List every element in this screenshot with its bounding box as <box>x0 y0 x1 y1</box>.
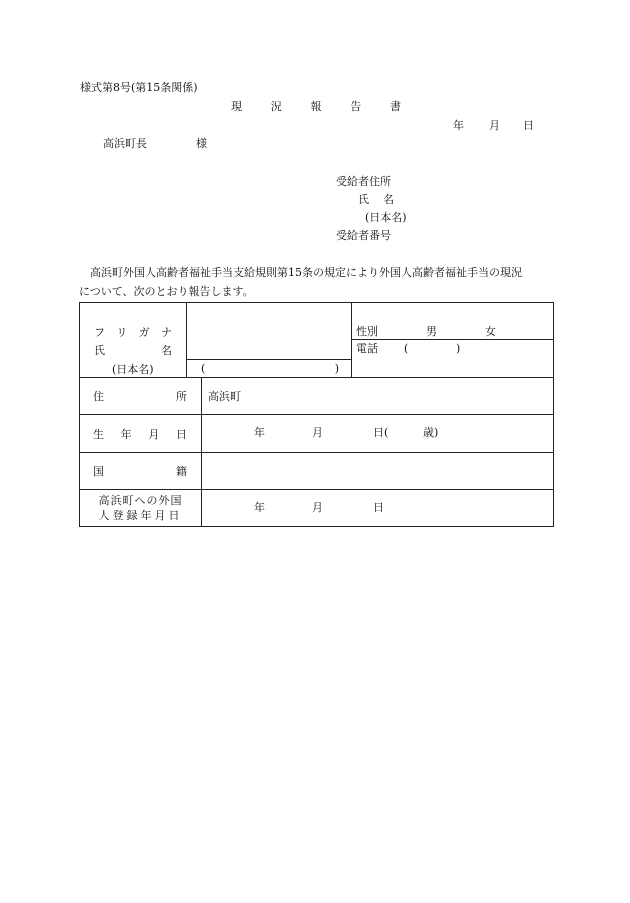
registration-label-cell <box>80 489 202 526</box>
birth-year-label: 年 <box>254 426 265 440</box>
japanese-name-input-cell[interactable] <box>187 360 352 378</box>
phone-row[interactable] <box>352 340 553 376</box>
furigana-char: フ <box>94 325 105 339</box>
name-char: 氏 <box>94 343 105 357</box>
registration-year-label: 年 <box>254 500 265 514</box>
birth-month-label: 月 <box>312 426 323 440</box>
furigana-label <box>80 324 186 340</box>
title-char: 告 <box>350 100 362 113</box>
addressee: 高浜町長 <box>103 137 147 150</box>
address-char: 所 <box>176 390 187 404</box>
registration-month-label: 月 <box>312 500 323 514</box>
date-year-label: 年 <box>453 119 464 132</box>
name-label <box>80 340 186 358</box>
phone-paren-open: ( <box>404 342 409 355</box>
document-title <box>231 100 401 114</box>
address-input-cell[interactable] <box>202 378 554 415</box>
age-label: 歳) <box>423 426 439 440</box>
japanese-name-label-cell <box>80 360 187 378</box>
recipient-name-label-1: 氏 <box>358 193 369 206</box>
body-line-2: について、次のとおり報告します。 <box>79 285 254 298</box>
name-char: 名 <box>161 343 172 357</box>
address-value: 高浜町 <box>208 390 241 404</box>
birth-input-cell[interactable] <box>202 415 554 452</box>
name-input-cell[interactable] <box>187 303 352 360</box>
birth-char: 生 <box>93 427 104 441</box>
furigana-char: リ <box>116 325 128 339</box>
recipient-japanese-name-label: (日本名) <box>365 211 407 224</box>
date-day-label: 日 <box>523 119 534 132</box>
nationality-label-cell <box>80 452 202 489</box>
address-label-cell <box>80 378 202 415</box>
gender-male-option[interactable]: 男 <box>426 325 437 338</box>
recipient-name-label-2: 名 <box>383 193 394 206</box>
title-char: 報 <box>310 100 322 113</box>
furigana-char: ガ <box>138 325 150 339</box>
japanese-name-label: (日本名) <box>112 362 154 376</box>
body-line-1: 高浜町外国人高齢者福祉手当支給規則第15条の規定により外国人高齢者福祉手当の現況 <box>90 266 522 279</box>
japanese-name-paren-open: ( <box>201 362 206 376</box>
gender-row[interactable] <box>352 303 553 340</box>
phone-paren-close: ) <box>456 342 461 355</box>
japanese-name-paren-close: ) <box>334 362 339 376</box>
report-table <box>79 302 554 527</box>
birth-label-cell <box>80 415 202 452</box>
registration-label-line-2: 人登録年月日 <box>98 508 183 522</box>
title-char: 況 <box>270 100 282 113</box>
recipient-address-label: 受給者住所 <box>336 175 391 188</box>
nationality-input-cell[interactable] <box>202 452 554 489</box>
address-char: 住 <box>93 390 104 404</box>
date-month-label: 月 <box>489 119 500 132</box>
birth-char: 月 <box>148 427 160 441</box>
registration-day-label: 日 <box>373 500 384 514</box>
name-label-cell <box>80 303 187 360</box>
title-char: 現 <box>231 100 242 113</box>
birth-char: 日 <box>175 427 187 441</box>
birth-day-label: 日( <box>373 426 389 440</box>
birth-char: 年 <box>120 427 132 441</box>
gender-phone-cell <box>352 303 554 378</box>
recipient-number-label: 受給者番号 <box>336 229 391 242</box>
gender-label: 性別 <box>356 325 378 338</box>
registration-input-cell[interactable] <box>202 489 554 526</box>
nationality-char: 国 <box>93 464 104 478</box>
registration-label-line-1: 高浜町への外国 <box>98 493 183 507</box>
gender-female-option[interactable]: 女 <box>485 325 496 338</box>
form-number: 様式第8号(第15条関係) <box>80 81 198 94</box>
honorific: 様 <box>196 137 207 150</box>
nationality-char: 籍 <box>176 464 187 478</box>
phone-label: 電話 <box>356 342 378 355</box>
title-char: 書 <box>390 100 401 113</box>
furigana-char: ナ <box>160 325 172 339</box>
